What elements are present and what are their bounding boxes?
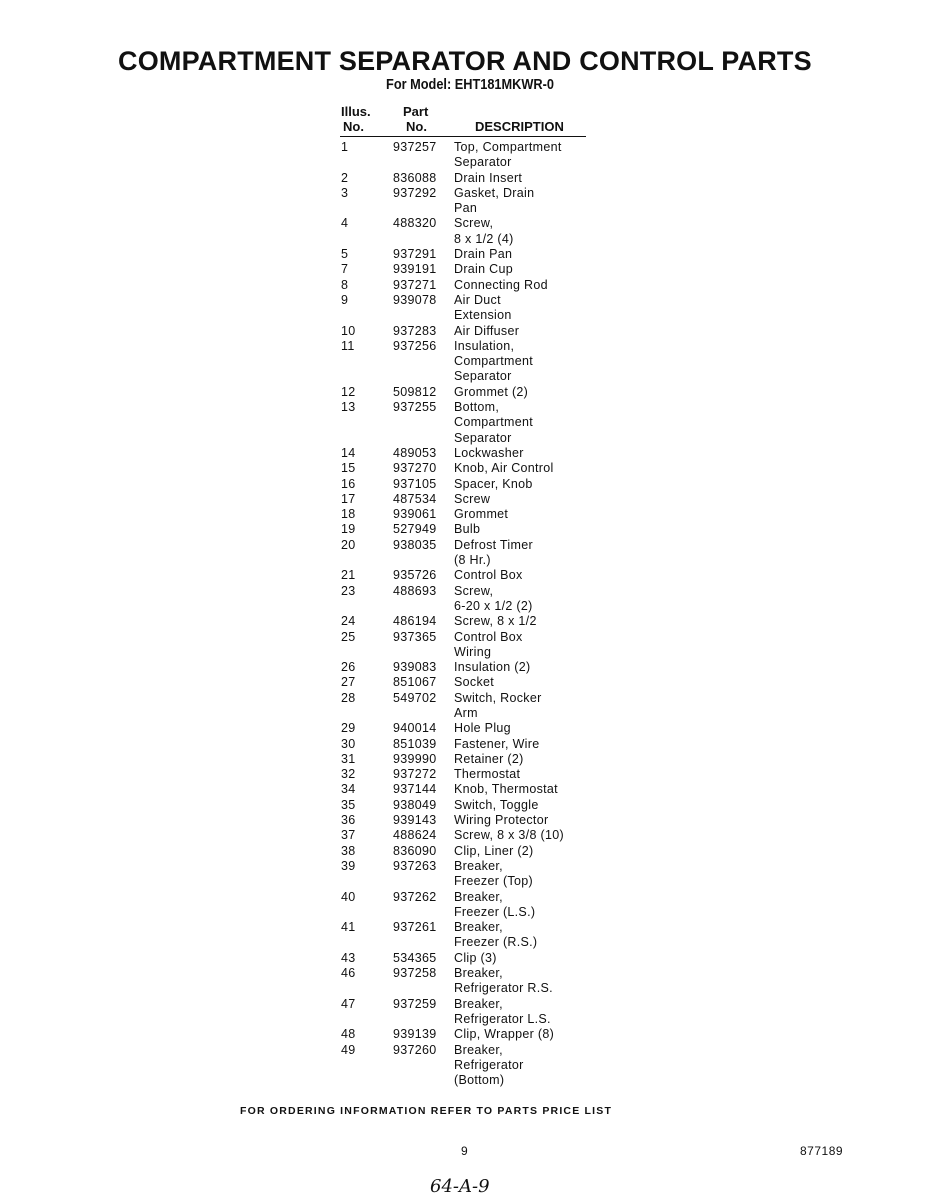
- header-description: DESCRIPTION: [475, 119, 564, 134]
- illus-number: 7: [341, 262, 349, 277]
- part-description: [454, 997, 551, 1028]
- parts-row: [341, 492, 564, 507]
- parts-row: [341, 614, 564, 629]
- illus-number: 24: [341, 614, 356, 629]
- parts-row: [341, 920, 564, 951]
- illus-number: 34: [341, 782, 356, 797]
- illus-number: 20: [341, 537, 356, 552]
- illus-number: 38: [341, 843, 356, 858]
- illus-number: 17: [341, 491, 356, 506]
- illus-number: 40: [341, 889, 356, 904]
- description-line: Defrost Timer: [454, 537, 533, 552]
- illus-number: 21: [341, 568, 356, 583]
- description-line: (8 Hr.): [454, 553, 491, 568]
- part-number: 937291: [393, 247, 437, 262]
- part-number: 939990: [393, 751, 437, 766]
- description-line: Grommet: [454, 507, 509, 522]
- parts-row: [341, 752, 564, 767]
- parts-row: [341, 813, 564, 828]
- handwritten-note: 64-A-9: [430, 1176, 490, 1197]
- description-line: Clip, Wrapper (8): [454, 1027, 555, 1042]
- part-number: 937260: [393, 1042, 437, 1057]
- illus-number: 25: [341, 629, 356, 644]
- parts-row: [341, 1027, 564, 1042]
- part-number: 549702: [393, 690, 437, 705]
- description-line: Socket: [454, 675, 495, 690]
- part-number: 937365: [393, 629, 437, 644]
- parts-row: [341, 584, 564, 615]
- part-number: 489053: [393, 445, 437, 460]
- part-number: 937263: [393, 858, 437, 873]
- description-line: Pan: [454, 201, 478, 216]
- part-description: [454, 844, 534, 859]
- illus-number: 18: [341, 507, 356, 522]
- page-number: 9: [461, 1144, 468, 1158]
- part-description: [454, 247, 512, 262]
- parts-row: [341, 737, 564, 752]
- part-description: [454, 798, 539, 813]
- description-line: Fastener, Wire: [454, 736, 540, 751]
- part-number: 487534: [393, 491, 437, 506]
- part-description: [454, 721, 511, 736]
- illus-number: 11: [341, 338, 355, 353]
- description-line: Knob, Air Control: [454, 461, 554, 476]
- parts-row: [341, 828, 564, 843]
- part-description: [454, 262, 513, 277]
- illus-number: 3: [341, 185, 349, 200]
- part-description: [454, 675, 494, 690]
- part-number: 527949: [393, 522, 437, 537]
- description-line: Separator: [454, 155, 512, 170]
- part-number: 836088: [393, 170, 437, 185]
- part-description: [454, 920, 537, 951]
- part-number: 937271: [393, 277, 437, 292]
- part-description: [454, 522, 480, 537]
- part-description: [454, 614, 537, 629]
- parts-row: [341, 293, 564, 324]
- description-line: Air Diffuser: [454, 323, 520, 338]
- parts-row: [341, 691, 564, 722]
- illus-number: 2: [341, 170, 349, 185]
- part-description: [454, 767, 520, 782]
- part-description: [454, 385, 528, 400]
- description-line: 8 x 1/2 (4): [454, 231, 514, 246]
- illus-number: 4: [341, 216, 349, 231]
- parts-row: [341, 477, 564, 492]
- illus-number: 28: [341, 690, 356, 705]
- part-description: [454, 828, 564, 843]
- ordering-footer: FOR ORDERING INFORMATION REFER TO PARTS PRICE LIST: [240, 1105, 613, 1117]
- illus-number: 35: [341, 797, 356, 812]
- parts-row: [341, 339, 564, 385]
- description-line: Freezer (Top): [454, 874, 533, 889]
- description-line: (Bottom): [454, 1073, 505, 1088]
- parts-row: [341, 324, 564, 339]
- illus-number: 37: [341, 828, 356, 843]
- description-line: Switch, Toggle: [454, 797, 539, 812]
- parts-row: [341, 767, 564, 782]
- parts-row: [341, 446, 564, 461]
- part-description: [454, 538, 533, 569]
- illus-number: 39: [341, 858, 356, 873]
- illus-number: 29: [341, 721, 356, 736]
- description-line: Screw, 8 x 3/8 (10): [454, 828, 564, 843]
- description-line: Control Box: [454, 629, 523, 644]
- parts-row: [341, 262, 564, 277]
- part-description: [454, 278, 548, 293]
- parts-row: [341, 400, 564, 446]
- part-number: 937257: [393, 140, 437, 154]
- parts-row: [341, 966, 564, 997]
- parts-row: [341, 798, 564, 813]
- part-description: [454, 171, 522, 186]
- description-line: Top, Compartment: [454, 140, 562, 154]
- parts-row: [341, 385, 564, 400]
- description-line: Extension: [454, 308, 512, 323]
- description-line: Refrigerator R.S.: [454, 981, 553, 996]
- parts-row: [341, 1043, 564, 1089]
- illus-number: 10: [341, 323, 356, 338]
- description-line: Freezer (L.S.): [454, 904, 536, 919]
- part-number: 937283: [393, 323, 437, 338]
- parts-row: [341, 675, 564, 690]
- description-line: Insulation (2): [454, 660, 531, 675]
- parts-row: [341, 538, 564, 569]
- part-description: [454, 324, 519, 339]
- parts-row: [341, 630, 564, 661]
- description-line: Breaker,: [454, 996, 503, 1011]
- part-description: [454, 339, 533, 385]
- part-number: 939078: [393, 292, 437, 307]
- part-number: 938035: [393, 537, 437, 552]
- illus-number: 43: [341, 950, 356, 965]
- part-description: [454, 859, 533, 890]
- part-description: [454, 1027, 554, 1042]
- part-number: 937262: [393, 889, 437, 904]
- part-number: 488693: [393, 583, 437, 598]
- description-line: Knob, Thermostat: [454, 782, 558, 797]
- part-number: 939191: [393, 262, 437, 277]
- part-description: [454, 1043, 524, 1089]
- description-line: Compartment: [454, 415, 534, 430]
- description-line: Bottom,: [454, 400, 500, 415]
- part-description: [454, 140, 562, 171]
- header-part-1: Part: [403, 104, 429, 119]
- parts-row: [341, 890, 564, 921]
- part-number: 937255: [393, 400, 437, 415]
- parts-row: [341, 140, 564, 171]
- part-number: 935726: [393, 568, 437, 583]
- part-number: 836090: [393, 843, 437, 858]
- part-description: [454, 186, 534, 217]
- part-number: 937259: [393, 996, 437, 1011]
- illus-number: 13: [341, 400, 356, 415]
- description-line: Breaker,: [454, 966, 503, 981]
- part-description: [454, 216, 514, 247]
- part-number: 939139: [393, 1027, 437, 1042]
- description-line: Lockwasher: [454, 445, 524, 460]
- parts-row: [341, 522, 564, 537]
- part-number: 937105: [393, 476, 437, 491]
- description-line: Refrigerator L.S.: [454, 1011, 551, 1026]
- part-number: 937261: [393, 920, 437, 935]
- illus-number: 14: [341, 445, 356, 460]
- description-line: Screw,: [454, 583, 494, 598]
- illus-number: 16: [341, 476, 356, 491]
- parts-list: [341, 140, 564, 1088]
- description-line: Insulation,: [454, 338, 515, 353]
- illus-number: 46: [341, 966, 356, 981]
- description-line: Breaker,: [454, 920, 503, 935]
- illus-number: 19: [341, 522, 356, 537]
- part-description: [454, 782, 558, 797]
- parts-row: [341, 171, 564, 186]
- part-number: 937144: [393, 782, 437, 797]
- parts-row: [341, 660, 564, 675]
- description-line: Screw,: [454, 216, 494, 231]
- header-part-2: No.: [406, 119, 427, 134]
- description-line: Separator: [454, 369, 512, 384]
- description-line: Wiring Protector: [454, 813, 549, 828]
- description-line: Clip (3): [454, 950, 497, 965]
- description-line: Gasket, Drain: [454, 185, 535, 200]
- part-number: 534365: [393, 950, 437, 965]
- description-line: Drain Insert: [454, 170, 523, 185]
- parts-row: [341, 859, 564, 890]
- part-description: [454, 752, 524, 767]
- part-number: 940014: [393, 721, 437, 736]
- description-line: Control Box: [454, 568, 523, 583]
- document-number: 877189: [800, 1144, 844, 1158]
- part-description: [454, 584, 533, 615]
- illus-number: 26: [341, 660, 356, 675]
- description-line: Drain Cup: [454, 262, 513, 277]
- part-number: 939061: [393, 507, 437, 522]
- illus-number: 15: [341, 461, 356, 476]
- part-number: 509812: [393, 384, 437, 399]
- description-line: 6-20 x 1/2 (2): [454, 598, 533, 613]
- parts-row: [341, 997, 564, 1028]
- part-description: [454, 446, 524, 461]
- description-line: Screw: [454, 491, 491, 506]
- part-description: [454, 568, 523, 583]
- illus-number: 27: [341, 675, 356, 690]
- description-line: Hole Plug: [454, 721, 511, 736]
- description-line: Drain Pan: [454, 247, 513, 262]
- part-description: [454, 737, 539, 752]
- illus-number: 48: [341, 1027, 356, 1042]
- part-description: [454, 630, 523, 661]
- parts-row: [341, 721, 564, 736]
- part-description: [454, 492, 490, 507]
- parts-row: [341, 568, 564, 583]
- illus-number: 1: [341, 140, 349, 154]
- illus-number: 30: [341, 736, 356, 751]
- illus-number: 47: [341, 996, 356, 1011]
- illus-number: 9: [341, 292, 349, 307]
- description-line: Switch, Rocker: [454, 690, 542, 705]
- part-description: [454, 660, 530, 675]
- description-line: Compartment: [454, 354, 534, 369]
- description-line: Breaker,: [454, 1042, 503, 1057]
- part-description: [454, 293, 512, 324]
- part-number: 937270: [393, 461, 437, 476]
- illus-number: 23: [341, 583, 356, 598]
- header-rule: [340, 136, 586, 137]
- part-number: 851067: [393, 675, 437, 690]
- description-line: Refrigerator: [454, 1057, 524, 1072]
- part-number: 937272: [393, 767, 437, 782]
- parts-row: [341, 247, 564, 262]
- illus-number: 36: [341, 813, 356, 828]
- parts-row: [341, 507, 564, 522]
- parts-row: [341, 844, 564, 859]
- part-number: 939083: [393, 660, 437, 675]
- illus-number: 49: [341, 1042, 356, 1057]
- illus-number: 5: [341, 247, 349, 262]
- description-line: Freezer (R.S.): [454, 935, 538, 950]
- description-line: Arm: [454, 705, 478, 720]
- description-line: Retainer (2): [454, 751, 524, 766]
- description-line: Spacer, Knob: [454, 476, 533, 491]
- description-line: Separator: [454, 430, 512, 445]
- description-line: Thermostat: [454, 767, 521, 782]
- parts-row: [341, 278, 564, 293]
- header-illus-2: No.: [343, 119, 364, 134]
- part-number: 939143: [393, 813, 437, 828]
- part-number: 851039: [393, 736, 437, 751]
- parts-row: [341, 461, 564, 476]
- model-subtitle: For Model: EHT181MKWR-0: [386, 76, 554, 93]
- part-number: 938049: [393, 797, 437, 812]
- parts-row: [341, 782, 564, 797]
- description-line: Screw, 8 x 1/2: [454, 614, 537, 629]
- part-description: [454, 461, 554, 476]
- description-line: Connecting Rod: [454, 277, 548, 292]
- description-line: Clip, Liner (2): [454, 843, 534, 858]
- part-description: [454, 400, 533, 446]
- part-number: 486194: [393, 614, 437, 629]
- part-number: 488320: [393, 216, 437, 231]
- part-number: 937256: [393, 338, 437, 353]
- parts-row: [341, 951, 564, 966]
- part-number: 937258: [393, 966, 437, 981]
- description-line: Breaker,: [454, 889, 503, 904]
- part-description: [454, 691, 542, 722]
- parts-row: [341, 186, 564, 217]
- page-title: COMPARTMENT SEPARATOR AND CONTROL PARTS: [118, 46, 812, 76]
- illus-number: 41: [341, 920, 356, 935]
- illus-number: 31: [341, 751, 356, 766]
- header-illus-1: Illus.: [341, 104, 371, 119]
- part-description: [454, 477, 533, 492]
- description-line: Breaker,: [454, 858, 503, 873]
- part-number: 488624: [393, 828, 437, 843]
- part-number: 937292: [393, 185, 437, 200]
- part-description: [454, 507, 508, 522]
- illus-number: 12: [341, 384, 356, 399]
- description-line: Air Duct: [454, 292, 501, 307]
- parts-row: [341, 216, 564, 247]
- description-line: Grommet (2): [454, 384, 529, 399]
- description-line: Wiring: [454, 644, 492, 659]
- part-description: [454, 890, 535, 921]
- description-line: Bulb: [454, 522, 481, 537]
- part-description: [454, 951, 497, 966]
- illus-number: 8: [341, 277, 349, 292]
- part-description: [454, 813, 548, 828]
- part-description: [454, 966, 553, 997]
- illus-number: 32: [341, 767, 356, 782]
